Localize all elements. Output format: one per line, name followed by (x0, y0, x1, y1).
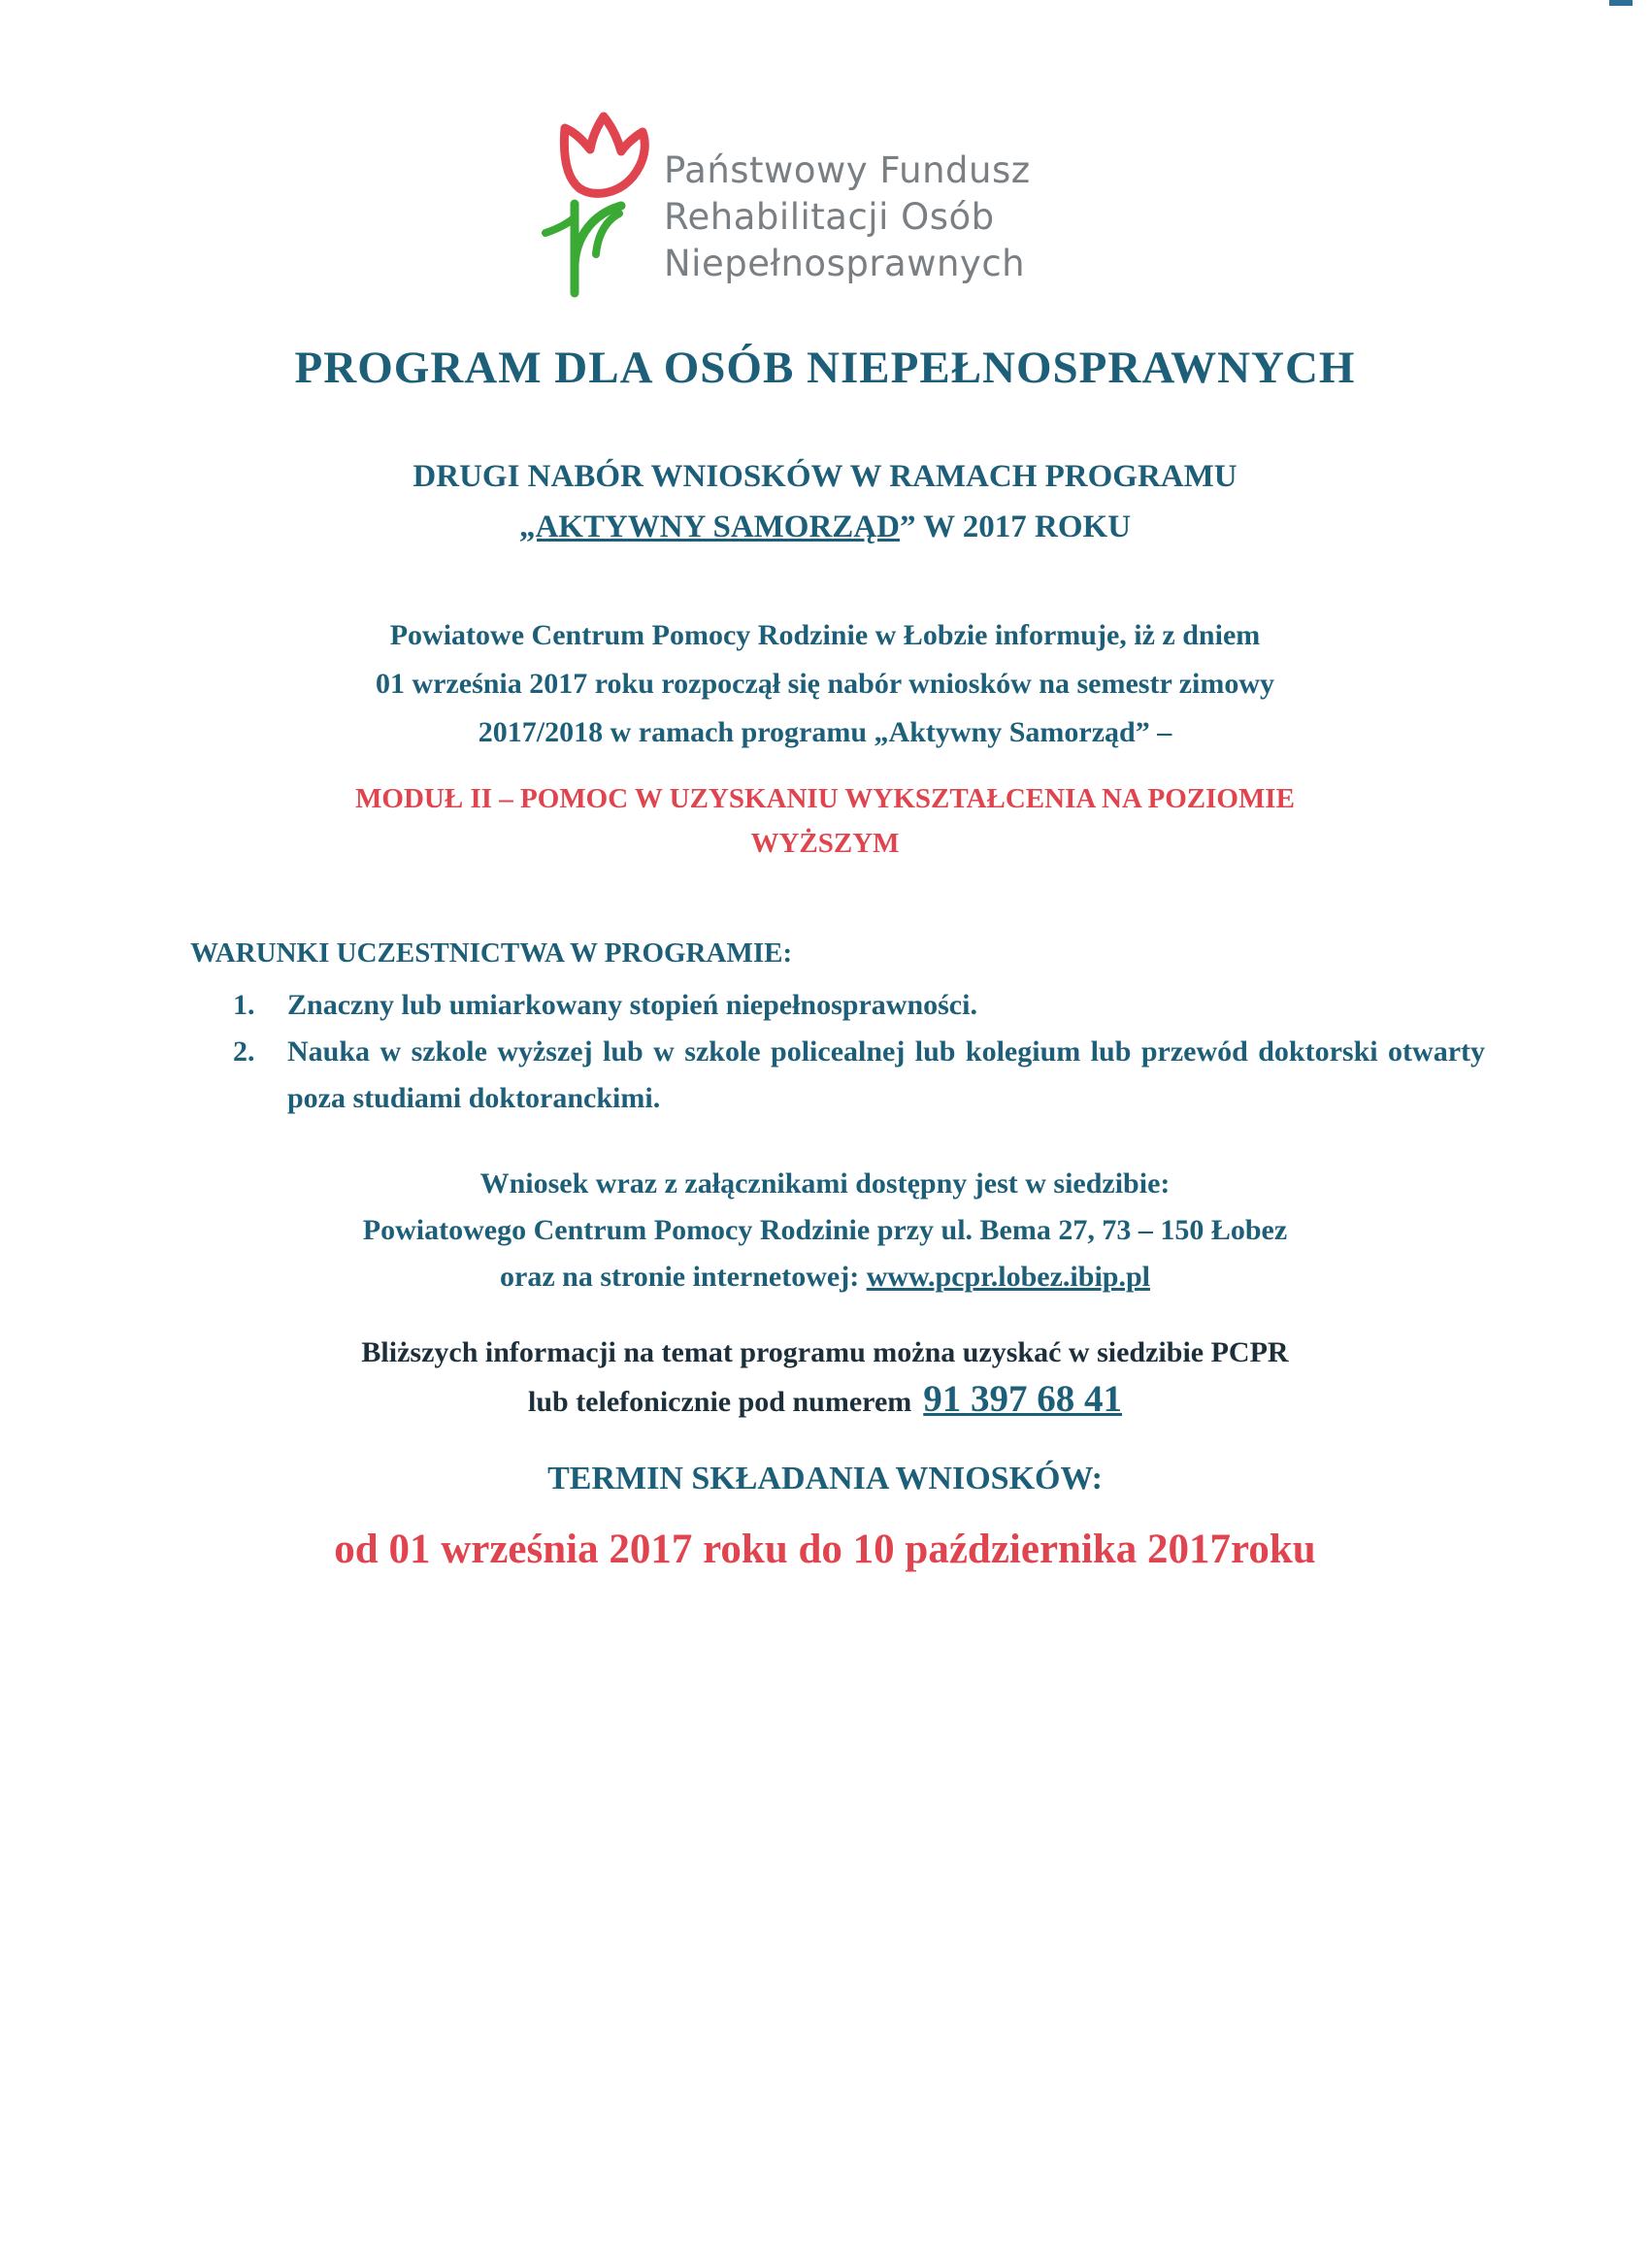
deadline-dates: od 01 września 2017 roku do 10 października 2017roku (334, 1527, 1316, 1572)
where-line-3 (0, 1254, 1650, 1300)
module-line-1: MODUŁ II – POMOC W UZYSKANIU WYKSZTAŁCENIA NA POZIOMIE (355, 783, 1295, 814)
where-line-1: Wniosek wraz z załącznikami dostępny jest w siedzibie: (479, 1167, 1171, 1200)
tulip-logo-icon (536, 109, 662, 303)
list-item-number: 2. (233, 1035, 255, 1068)
logo-text (664, 148, 1031, 287)
subtitle-line-2-rest: ” W 2017 ROKU (899, 509, 1132, 544)
list-item (233, 982, 1485, 1029)
subtitle-line-2 (0, 502, 1650, 552)
scan-edge-mark (1609, 0, 1633, 6)
intro-line-1: Powiatowe Centrum Pomocy Rodzinie w Łobzie informuje, iż z dniem (389, 619, 1261, 651)
deadline-heading: TERMIN SKŁADANIA WNIOSKÓW: (547, 1461, 1103, 1496)
subtitle-line-1: DRUGI NABÓR WNIOSKÓW W RAMACH PROGRAMU (412, 459, 1238, 494)
intro-paragraph (0, 611, 1650, 757)
conditions-heading: WARUNKI UCZESTNICTWA W PROGRAMIE: (190, 937, 793, 969)
logo-line-2: Rehabilitacji Osób (664, 196, 995, 238)
pfron-logo (536, 109, 1079, 303)
contact-info (0, 1330, 1650, 1426)
list-item-text: Nauka w szkole wyższej lub w szkole policealnej lub kolegium lub przewód doktorski otwarty poza studiami doktoranckimi. (287, 1035, 1485, 1114)
where-line-2: Powiatowego Centrum Pomocy Rodzinie przy ul. Bema 27, 73 – 150 Łobez (362, 1214, 1288, 1246)
intro-line-3: 2017/2018 w ramach programu „Aktywny Samorząd” – (478, 716, 1172, 748)
subtitle (0, 451, 1650, 552)
list-item-text: Znaczny lub umiarkowany stopień niepełnosprawności. (287, 989, 977, 1021)
info-line-2-prefix: lub telefonicznie pod numerem (527, 1386, 912, 1418)
website-link[interactable]: www.pcpr.lobez.ibip.pl (866, 1261, 1150, 1293)
logo-line-1: Państwowy Fundusz (664, 149, 1031, 191)
info-line-1: Bliższych informacji na temat programu można uzyskać w siedzibie PCPR (361, 1336, 1289, 1368)
module-line-2: WYŻSZYM (750, 828, 900, 859)
program-name: „AKTYWNY SAMORZĄD (518, 509, 900, 544)
page-title: PROGRAM DLA OSÓB NIEPEŁNOSPRAWNYCH (294, 343, 1356, 393)
phone-number[interactable]: 91 397 68 41 (923, 1378, 1122, 1420)
list-item (233, 1029, 1485, 1122)
conditions-list (233, 982, 1485, 1122)
module-heading (0, 776, 1650, 866)
info-line-2 (0, 1376, 1650, 1426)
list-item-number: 1. (233, 989, 255, 1021)
where-line-3-prefix: oraz na stronie internetowej: (500, 1261, 860, 1293)
intro-line-2: 01 września 2017 roku rozpoczął się nabór wniosków na semestr zimowy (375, 668, 1275, 700)
logo-line-3: Niepełnosprawnych (664, 243, 1026, 284)
application-location (0, 1161, 1650, 1300)
